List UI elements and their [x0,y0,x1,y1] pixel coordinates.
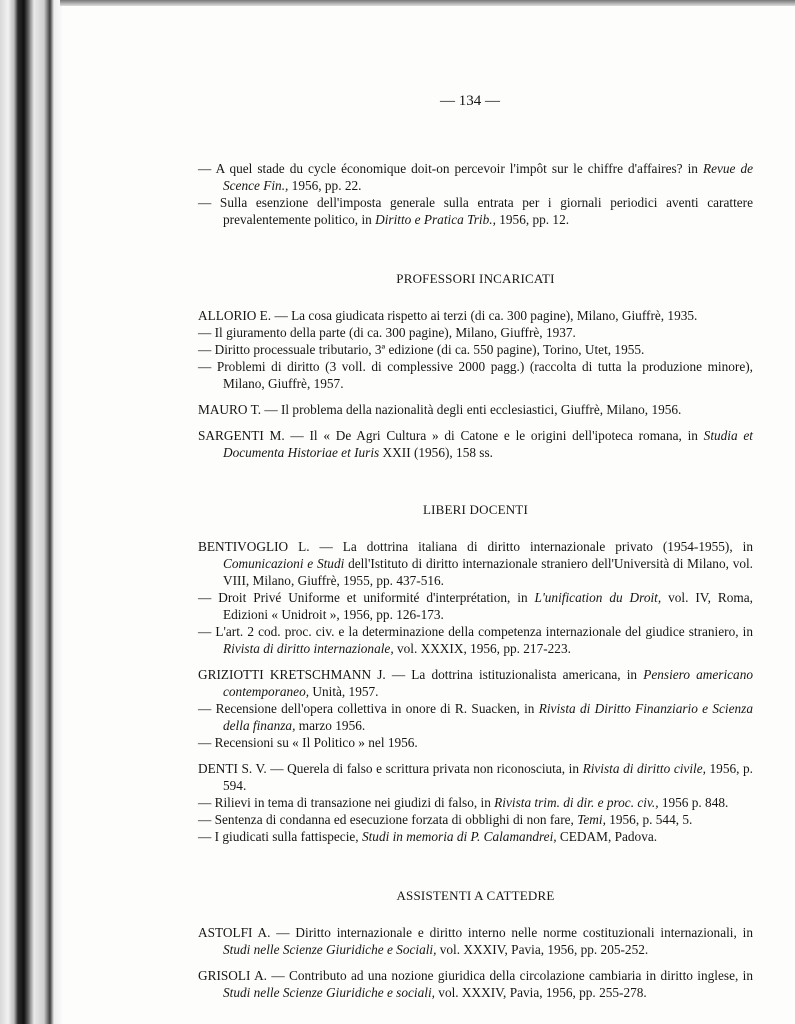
citation-text: 1956 p. 848. [658,795,729,810]
citation-text: MAURO T. — Il problema della nazionalità degli enti ecclesiastici, Giuffrè, Milano, 1956. [198,402,682,417]
citation-text: — I giudicati sulla fattispecie, [198,829,362,844]
work-citation [198,358,753,392]
citation-text: vol. XXXIX, 1956, pp. 217-223. [393,641,571,656]
citation-text: DENTI S. V. — Querela di falso e scrittura privata non riconosciuta, in [198,761,583,776]
citation-text: — L'art. 2 cod. proc. civ. e la determinazione della competenza internazionale del giudice straniero, in [198,624,753,639]
publication-title: Studi in memoria di P. Calamandrei, [361,829,557,844]
citation-text: — Diritto processuale tributario, 3ª edizione (di ca. 550 pagine), Torino, Utet, 1955. [198,342,645,357]
citation-text: GRIZIOTTI KRETSCHMANN J. — La dottrina istituzionalista americana, in [198,667,644,682]
work-citation [198,194,753,228]
work-citation [198,589,753,623]
work-citation [198,967,753,1001]
work-citation [198,811,753,828]
scan-top-edge [60,0,795,6]
citation-text: — Recensione dell'opera collettiva in onore di R. Suacken, in [198,701,539,716]
bibliography-entry [198,666,753,751]
citation-text: 1956, p. 594. [223,761,753,793]
work-citation [198,401,753,418]
work-citation [198,341,753,358]
citation-text: dell'Istituto di diritto internazionale straniero dell'Università di Milano, vol. VIII, Milano, Giuffrè, 1955, pp. 437-516. [223,556,754,588]
publication-title: Rivista di diritto internazionale, [223,641,394,656]
citation-text: — Recensioni su « Il Politico » nel 1956. [198,735,418,750]
bibliography-entry [198,760,753,845]
work-citation [198,666,753,700]
work-citation [198,307,753,324]
citation-text: — Rilievi in tema di transazione nei giudizi di falso, in [198,795,495,810]
section-heading: PROFESSORI INCARICATI [396,271,555,286]
bibliography-entry [198,967,753,1001]
publication-title: Studi nelle Scienze Giuridiche e Sociali, [223,942,437,957]
citation-text: XXII (1956), 158 ss. [379,445,493,460]
citation-text: 1956, p. 544, 5. [605,812,693,827]
citation-text: — Il giuramento della parte (di ca. 300 pagine), Milano, Giuffrè, 1937. [198,325,576,340]
citation-text: ALLORIO E. — La cosa giudicata rispetto ai terzi (di ca. 300 pagine), Milano, Giuffrè, 1935. [198,308,698,323]
work-citation [198,427,753,461]
publication-title: Rivista di diritto civile, [582,761,706,776]
citation-text: Unità, 1957. [309,684,379,699]
section-heading: ASSISTENTI A CATTEDRE [396,888,555,903]
publication-title: Pensiero americano contemporaneo, [223,667,753,699]
bibliography-entry [198,538,753,657]
citation-text: vol. XXXIV, Pavia, 1956, pp. 205-252. [436,942,649,957]
citation-text: GRISOLI A. — Contributo ad una nozione giuridica della circolazione cambiaria in diritto inglese, in [198,968,753,983]
work-citation [198,924,753,958]
work-citation [198,828,753,845]
page-number: — 134 — [440,93,500,109]
citation-text: 1956, pp. 22. [288,178,362,193]
bibliography-entry [198,924,753,958]
citation-text: marzo 1956. [295,718,366,733]
citation-text: 1956, pp. 12. [495,212,570,227]
work-citation [198,794,753,811]
publication-title: Comunicazioni e Studi [223,556,345,571]
citation-text: — Sentenza di condanna ed esecuzione forzata di obblighi di non fare, [198,812,578,827]
publication-title: Studia et Documenta Historiae et Iuris [223,428,754,460]
publication-title: Diritto e Pratica Trib., [375,212,496,227]
publication-title: Rivista di Diritto Finanziario e Scienza della finanza, [223,701,753,733]
citation-text: — Sulla esenzione dell'imposta generale sulla entrata per i giornali periodici aventi carattere prevalentemente politico, in [198,195,753,227]
work-citation [198,623,753,657]
citation-text: SARGENTI M. — Il « De Agri Cultura » di Catone e le origini dell'ipoteca romana, in [198,428,704,443]
publication-title: Studi nelle Scienze Giuridiche e sociali, [223,985,435,1000]
work-citation [198,538,753,589]
bibliography-list [198,151,753,1001]
citation-text: — Problemi di diritto (3 voll. di complessive 2000 pagg.) (raccolta di tutta la produzione minore), Milano, Giuffrè, 1957. [198,359,753,391]
work-citation [198,734,753,751]
work-citation [198,700,753,734]
publication-title: Temi, [577,812,606,827]
scan-binding-edge [0,0,62,1024]
citation-text: — A quel stade du cycle économique doit-on percevoir l'impôt sur le chiffre d'affaires? in [198,161,703,176]
citation-text: ASTOLFI A. — Diritto internazionale e diritto interno nelle norme costituzionali internazionali, in [198,925,753,940]
bibliography-entry [198,401,753,418]
citation-text: vol. XXXIV, Pavia, 1956, pp. 255-278. [434,985,647,1000]
bibliography-entry [198,160,753,228]
publication-title: Rivista trim. di dir. e proc. civ., [494,795,659,810]
bibliography-entry [198,427,753,461]
work-citation [198,324,753,341]
citation-text: — Droit Privé Uniforme et uniformité d'interprétation, in [198,590,535,605]
work-citation [198,760,753,794]
section-heading: LIBERI DOCENTI [423,502,528,517]
bibliography-entry [198,307,753,392]
work-citation [198,160,753,194]
publication-title: L'unification du Droit, [534,590,662,605]
citation-text: BENTIVOGLIO L. — La dottrina italiana di diritto internazionale privato (1954-1955), in [198,539,753,554]
publication-title: Revue de Scence Fin., [223,161,753,193]
citation-text: vol. IV, Roma, Edizioni « Unidroit », 1956, pp. 126-173. [223,590,753,622]
citation-text: CEDAM, Padova. [556,829,658,844]
